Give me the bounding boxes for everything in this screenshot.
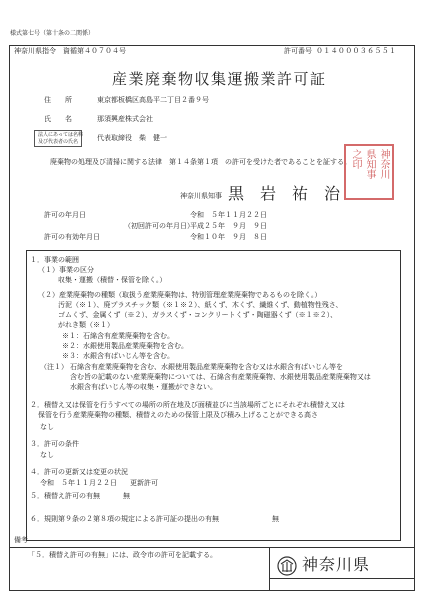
issuer-reference: 神奈川県指令 資循第４０７０４号 bbox=[14, 47, 126, 55]
permit-number: ０１４０００３６５５１ bbox=[316, 47, 397, 55]
waste-types-line-2: ゴムくず、金属くず（※２）、ガラスくず・コンクリートくず・陶磁器くず（※１※２）、 bbox=[58, 311, 338, 319]
rep-note-line-2: 及び代表者の氏名 bbox=[38, 139, 79, 145]
storage-heading-line-2: 保管を行う産業廃棄物の種類、積替えのための保管上限及び積み上げることができる高さ bbox=[38, 411, 318, 419]
initial-date: 平成２５年 ９月 ９日 bbox=[190, 222, 267, 230]
seal-text-2: 県知事 bbox=[364, 149, 375, 179]
conditions-value: なし bbox=[40, 451, 54, 459]
note-label: （注１） bbox=[40, 363, 68, 371]
note-line-3: 水銀含有ばいじん等の収集・運搬ができない。 bbox=[70, 383, 217, 391]
company-name: 那須興産株式会社 bbox=[97, 115, 153, 123]
waste-types-line-1: 汚泥（※１）、廃プラスチック類（※１※２）、紙くず、木くず、繊維くず、動植物性残さ、 bbox=[58, 301, 343, 309]
address-label: 住 所 bbox=[44, 96, 72, 104]
storage-heading-line-1: ２．積替え又は保管を行うすべての場所の所在地及び面積並びに当該場所ごとにそれぞれ積替え又は bbox=[30, 401, 345, 409]
address-value: 東京都板橋区高島平二丁目２番９号 bbox=[97, 96, 209, 104]
governor-name: 黒 岩 祐 治 bbox=[228, 184, 341, 203]
name-label: 氏 名 bbox=[44, 115, 72, 123]
renewal-type: 更新許可 bbox=[130, 479, 158, 487]
remarks-text: 「５．積替え許可の有無」には、政令市の許可を記載する。 bbox=[28, 551, 217, 559]
governor-title: 神奈川県知事 bbox=[180, 192, 222, 200]
permit-number-label: 許可番号 bbox=[284, 47, 312, 55]
valid-date: 令和１０年 ９月 ８日 bbox=[190, 233, 267, 241]
waste-types-line-3: がれき類（※１） bbox=[58, 321, 114, 329]
prefecture-emblem-icon bbox=[276, 555, 298, 577]
prefecture-name: 神奈川県 bbox=[302, 555, 371, 574]
valid-date-label: 許可の有効年月日 bbox=[44, 233, 100, 241]
scope-business-type-label: （１）事業の区分 bbox=[38, 266, 94, 274]
submission-heading: ６．規則第９条の２第８項の規定による許可証の提出の有無 bbox=[30, 515, 219, 523]
representative-name: 代表取締役 柴 健一 bbox=[97, 134, 167, 142]
footnote-1: ※１：石綿含有産業廃棄物を含む。 bbox=[62, 332, 174, 340]
scope-business-type-value: 収集・運搬（積替・保管を除く。） bbox=[58, 276, 167, 284]
renewal-date: 令和 ５年１１月２２日 bbox=[40, 479, 117, 487]
initial-date-label: （初回許可の年月日） bbox=[124, 222, 194, 230]
footnote-2: ※２：水銀使用製品産業廃棄物を含む。 bbox=[62, 342, 188, 350]
remarks-vertical-divider bbox=[269, 547, 270, 591]
transfer-heading: ５．積替え許可の有無 bbox=[30, 492, 100, 500]
permit-date: 令和 ５年１１月２２日 bbox=[190, 211, 267, 219]
form-number: 様式第七号（第十条の二関係） bbox=[10, 30, 95, 37]
remarks-label: 備考 bbox=[14, 536, 28, 544]
storage-value: なし bbox=[40, 423, 54, 431]
certificate-title: 産業廃棄物収集運搬業許可証 bbox=[112, 70, 327, 88]
remarks-divider bbox=[9, 547, 415, 548]
representative-note-box bbox=[34, 130, 82, 147]
note-line-1: 石綿含有産業廃棄物を含む、水銀使用製品産業廃棄物を含む又は水銀含有ばいじん等を bbox=[70, 363, 343, 371]
footer-divider bbox=[269, 578, 415, 579]
submission-value: 無 bbox=[272, 515, 279, 523]
rep-note-line-1: 法人にあっては名称 bbox=[38, 132, 83, 138]
footnote-3: ※３：水銀含有ばいじん等を含む。 bbox=[62, 352, 174, 360]
conditions-heading: ３．許可の条件 bbox=[30, 440, 79, 448]
certification-statement: 廃棄物の処理及び清掃に関する法律 第１４条第１項 の許可を受けた者であることを証する。 bbox=[50, 158, 351, 166]
note-line-2: 含む旨の記載のない産業廃棄物については、石綿含有産業廃棄物、水銀使用製品産業廃棄物又は bbox=[70, 373, 371, 381]
permit-date-label: 許可の年月日 bbox=[44, 211, 86, 219]
transfer-value: 無 bbox=[123, 492, 130, 500]
official-seal bbox=[344, 144, 394, 200]
scope-waste-types-label: （２）産業廃棄物の種類（取扱う産業廃棄物は、特別管理産業廃棄物であるものを除く。） bbox=[38, 291, 322, 299]
renewal-heading: ４．許可の更新又は変更の状況 bbox=[30, 468, 128, 476]
seal-text-1: 神奈川 bbox=[378, 149, 389, 179]
seal-text-3: 之印 bbox=[350, 149, 361, 169]
scope-heading: １．事業の範囲 bbox=[30, 256, 79, 264]
